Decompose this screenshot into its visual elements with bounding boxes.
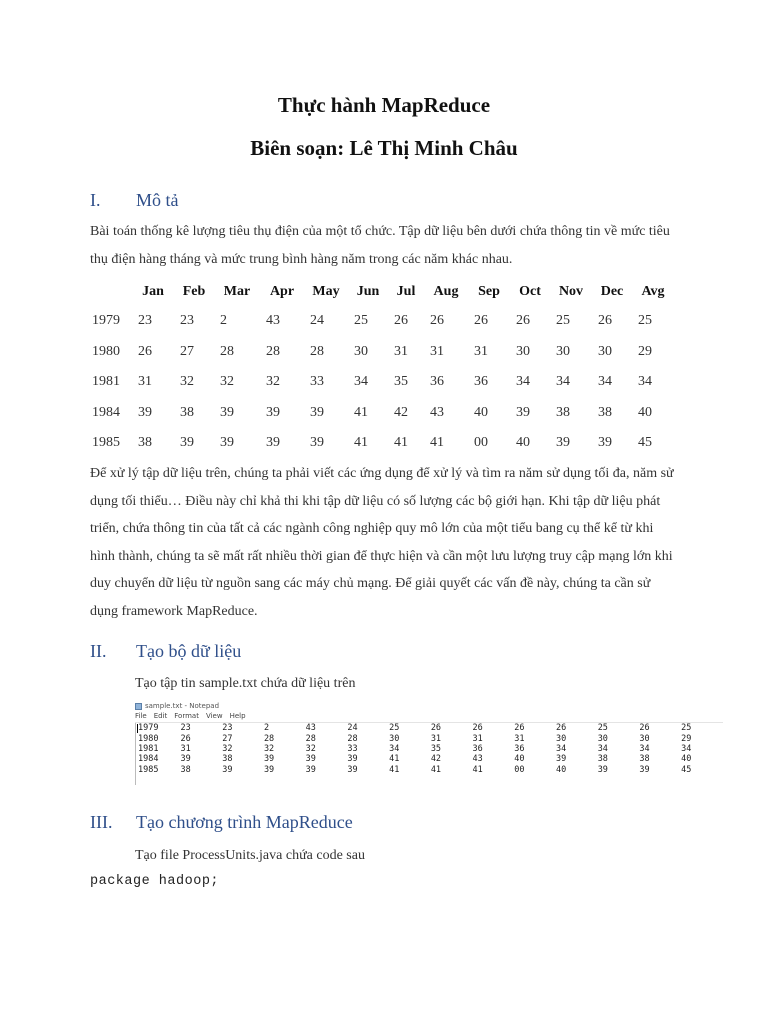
notepad-value: 32 [263, 743, 275, 754]
notepad-value: 34 [597, 743, 608, 754]
notepad-line [138, 723, 723, 733]
value-cell: 26 [394, 313, 408, 329]
year-cell: 1979 [138, 723, 159, 734]
table-header-cell: Jul [396, 284, 416, 299]
value-cell: 38 [138, 435, 152, 451]
usage-table [88, 278, 674, 459]
notepad-value: 32 [305, 743, 316, 754]
table-header-cell: Oct [519, 284, 541, 299]
value-cell: 25 [556, 313, 570, 329]
table-header-cell [88, 278, 132, 306]
notepad-value: 31 [472, 733, 483, 744]
notepad-value: 39 [597, 764, 608, 775]
notepad-value: 45 [681, 764, 692, 775]
value-cell: 34 [556, 374, 570, 390]
value-cell: 39 [310, 404, 324, 420]
notepad-value: 43 [305, 723, 316, 734]
year-cell: 1984 [92, 404, 120, 420]
section-title: Mô tả [136, 190, 179, 210]
notepad-value: 40 [555, 764, 567, 775]
notepad-value: 28 [263, 733, 275, 744]
notepad-line [138, 733, 723, 743]
value-cell: 34 [354, 374, 368, 390]
notepad-value: 25 [597, 723, 608, 734]
section-heading-2 [90, 641, 241, 662]
value-cell: 28 [266, 343, 280, 359]
notepad-value: 39 [263, 754, 275, 765]
notepad-value: 41 [389, 764, 400, 775]
notepad-value: 36 [514, 743, 525, 754]
value-cell: 26 [598, 313, 612, 329]
notepad-titlebar [135, 700, 723, 712]
notepad-value: 31 [430, 733, 442, 744]
notepad-value: 39 [555, 754, 567, 765]
notepad-value: 43 [472, 754, 483, 765]
notepad-value: 41 [472, 764, 483, 775]
section-number: I. [90, 190, 101, 210]
value-cell: 39 [556, 435, 570, 451]
value-cell: 30 [556, 343, 570, 359]
notepad-value: 30 [597, 733, 608, 744]
value-cell: 29 [638, 343, 652, 359]
value-cell: 40 [638, 404, 652, 420]
value-cell: 23 [138, 313, 152, 329]
notepad-value: 34 [389, 743, 400, 754]
text-caret [137, 724, 138, 733]
value-cell: 41 [354, 404, 368, 420]
notepad-value: 40 [681, 754, 692, 765]
table-header-cell: Aug [433, 284, 459, 299]
notepad-value: 34 [555, 743, 567, 754]
notepad-value: 40 [514, 754, 525, 765]
menu-item-edit: Edit [153, 712, 168, 720]
value-cell: 39 [180, 435, 194, 451]
value-cell: 36 [430, 374, 444, 390]
value-cell: 39 [310, 435, 324, 451]
notepad-value: 41 [430, 764, 442, 775]
table-header-cell: Dec [600, 284, 624, 299]
year-cell: 1980 [92, 343, 120, 359]
value-cell: 34 [638, 374, 652, 390]
page-subtitle: Biên soạn: Lê Thị Minh Châu [250, 136, 518, 160]
value-cell: 32 [266, 374, 280, 390]
notepad-screenshot [135, 700, 723, 786]
notepad-value: 24 [347, 723, 358, 734]
year-cell: 1981 [92, 374, 120, 390]
notepad-value: 30 [555, 733, 567, 744]
notepad-value: 32 [222, 743, 233, 754]
notepad-value: 26 [472, 723, 483, 734]
section-number: II. [90, 641, 107, 661]
notepad-menubar [135, 712, 723, 723]
value-cell: 39 [220, 435, 234, 451]
section-title: Tạo chương trình MapReduce [136, 812, 353, 832]
value-cell: 27 [180, 343, 194, 359]
table-header-cell: Jan [142, 284, 164, 299]
notepad-value: 26 [639, 723, 650, 734]
intro-paragraph: Bài toán thống kê lượng tiêu thụ điện của một tổ chức. Tập dữ liệu bên dưới chứa thông tin về mức tiêu thụ điện hàng tháng và mức trung bình hàng năm trong các năm khác nhau. [90, 224, 670, 267]
value-cell: 31 [474, 343, 488, 359]
menu-item-format: Format [174, 712, 199, 720]
value-cell: 30 [516, 343, 530, 359]
notepad-value: 25 [389, 723, 400, 734]
table-header-cell: Mar [223, 284, 251, 299]
notepad-value: 39 [305, 754, 316, 765]
value-cell: 32 [180, 374, 194, 390]
table-header-cell: May [312, 284, 340, 299]
value-cell: 39 [220, 404, 234, 420]
notepad-value: 00 [514, 764, 525, 775]
menu-item-file: File [135, 712, 147, 720]
value-cell: 45 [638, 435, 652, 451]
value-cell: 00 [474, 435, 488, 451]
value-cell: 26 [474, 313, 488, 329]
menu-item-view: View [205, 712, 223, 720]
notepad-value: 2 [263, 723, 270, 734]
notepad-value: 39 [347, 764, 358, 775]
notepad-value: 41 [389, 754, 400, 765]
value-cell: 26 [516, 313, 530, 329]
notepad-value: 39 [639, 764, 650, 775]
notepad-value: 36 [472, 743, 483, 754]
step-instruction: Tạo file ProcessUnits.java chứa code sau [135, 848, 365, 863]
value-cell: 30 [354, 343, 368, 359]
table-header-cell: Avg [641, 284, 665, 299]
table-row [88, 337, 674, 368]
value-cell: 31 [394, 343, 408, 359]
value-cell: 41 [394, 435, 408, 451]
value-cell: 28 [220, 343, 234, 359]
year-cell: 1981 [138, 743, 159, 754]
value-cell: 43 [430, 404, 444, 420]
value-cell: 31 [430, 343, 444, 359]
notepad-value: 26 [555, 723, 567, 734]
value-cell: 36 [474, 374, 488, 390]
value-cell: 23 [180, 313, 194, 329]
value-cell: 38 [556, 404, 570, 420]
table-header-cell: Feb [182, 284, 206, 299]
menu-item-help: Help [229, 712, 246, 720]
table-header-cell: Nov [558, 284, 584, 299]
notepad-value: 42 [430, 754, 442, 765]
notepad-value: 29 [681, 733, 692, 744]
value-cell: 39 [266, 404, 280, 420]
notepad-value: 34 [639, 743, 650, 754]
notepad-line [138, 754, 723, 764]
value-cell: 25 [638, 313, 652, 329]
notepad-value: 39 [305, 764, 316, 775]
value-cell: 38 [180, 404, 194, 420]
notepad-text-area [135, 723, 723, 785]
notepad-title: sample.txt - Notepad [145, 702, 220, 710]
value-cell: 2 [220, 313, 227, 329]
value-cell: 33 [310, 374, 324, 390]
value-cell: 24 [310, 313, 324, 329]
value-cell: 34 [516, 374, 530, 390]
notepad-icon [135, 703, 142, 710]
notepad-value: 33 [347, 743, 358, 754]
notepad-value: 28 [305, 733, 316, 744]
year-cell: 1980 [138, 733, 159, 744]
table-row [88, 367, 674, 398]
value-cell: 25 [354, 313, 368, 329]
notepad-line [138, 765, 723, 775]
notepad-value: 39 [180, 754, 191, 765]
value-cell: 39 [516, 404, 530, 420]
value-cell: 34 [598, 374, 612, 390]
notepad-value: 39 [263, 764, 275, 775]
table-header-cell: Jun [356, 284, 380, 299]
code-line: package hadoop; [90, 874, 220, 889]
notepad-line [138, 744, 723, 754]
notepad-value: 31 [180, 743, 191, 754]
year-cell: 1984 [138, 754, 159, 765]
year-cell: 1985 [138, 764, 159, 775]
notepad-value: 30 [639, 733, 650, 744]
year-cell: 1979 [92, 313, 120, 329]
notepad-value: 26 [514, 723, 525, 734]
notepad-value: 27 [222, 733, 233, 744]
value-cell: 39 [598, 435, 612, 451]
notepad-value: 34 [681, 743, 692, 754]
value-cell: 30 [598, 343, 612, 359]
value-cell: 43 [266, 313, 280, 329]
notepad-value: 31 [514, 733, 525, 744]
body-paragraph: Để xử lý tập dữ liệu trên, chúng ta phải viết các ứng dụng để xử lý và tìm ra năm sử dụng tối đa, năm sử dụng tối thiểu… Điều này chỉ khả thi khi tập dữ liệu có số lượng các bộ giới hạn. Khi tập dữ liệu phát triển, chứa thông tin của tất cả các ngành công nghiệp quy mô lớn của một tiểu bang cụ thể kể từ khi hình thành, chúng ta sẽ mất rất nhiều thời gian để thực hiện và cần một lưu lượng truy cập mạng lớn khi duy chuyển dữ liệu từ nguồn sang các máy chủ mạng. Để giải quyết các vấn đề này, chúng ta cần sử dụng framework MapReduce. [90, 466, 674, 619]
value-cell: 40 [474, 404, 488, 420]
value-cell: 39 [138, 404, 152, 420]
notepad-value: 39 [222, 764, 233, 775]
value-cell: 28 [310, 343, 324, 359]
notepad-value: 38 [639, 754, 650, 765]
table-header-cell: Apr [269, 284, 295, 299]
step-instruction: Tạo tập tin sample.txt chứa dữ liệu trên [135, 676, 356, 691]
notepad-value: 30 [389, 733, 400, 744]
value-cell: 38 [598, 404, 612, 420]
page-title: Thực hành MapReduce [277, 93, 491, 117]
table-row [88, 398, 674, 429]
value-cell: 32 [220, 374, 234, 390]
table-row [88, 428, 674, 459]
notepad-value: 38 [597, 754, 608, 765]
table-header-cell: Sep [478, 284, 500, 299]
notepad-value: 23 [222, 723, 233, 734]
notepad-value: 26 [430, 723, 442, 734]
section-number: III. [90, 812, 113, 832]
table-header-row [88, 278, 674, 306]
section-heading-3 [90, 812, 353, 833]
notepad-value: 23 [180, 723, 191, 734]
notepad-value: 25 [681, 723, 692, 734]
notepad-value: 26 [180, 733, 191, 744]
value-cell: 26 [430, 313, 444, 329]
notepad-value: 28 [347, 733, 358, 744]
value-cell: 40 [516, 435, 530, 451]
notepad-value: 39 [347, 754, 358, 765]
notepad-value: 35 [430, 743, 442, 754]
year-cell: 1985 [92, 435, 120, 451]
section-heading-1 [90, 190, 179, 211]
value-cell: 31 [138, 374, 152, 390]
notepad-value: 38 [222, 754, 233, 765]
value-cell: 41 [430, 435, 444, 451]
value-cell: 42 [394, 404, 408, 420]
section-title: Tạo bộ dữ liệu [136, 641, 242, 661]
table-row [88, 306, 674, 337]
notepad-value: 38 [180, 764, 191, 775]
value-cell: 35 [394, 374, 408, 390]
value-cell: 39 [266, 435, 280, 451]
value-cell: 41 [354, 435, 368, 451]
value-cell: 26 [138, 343, 152, 359]
